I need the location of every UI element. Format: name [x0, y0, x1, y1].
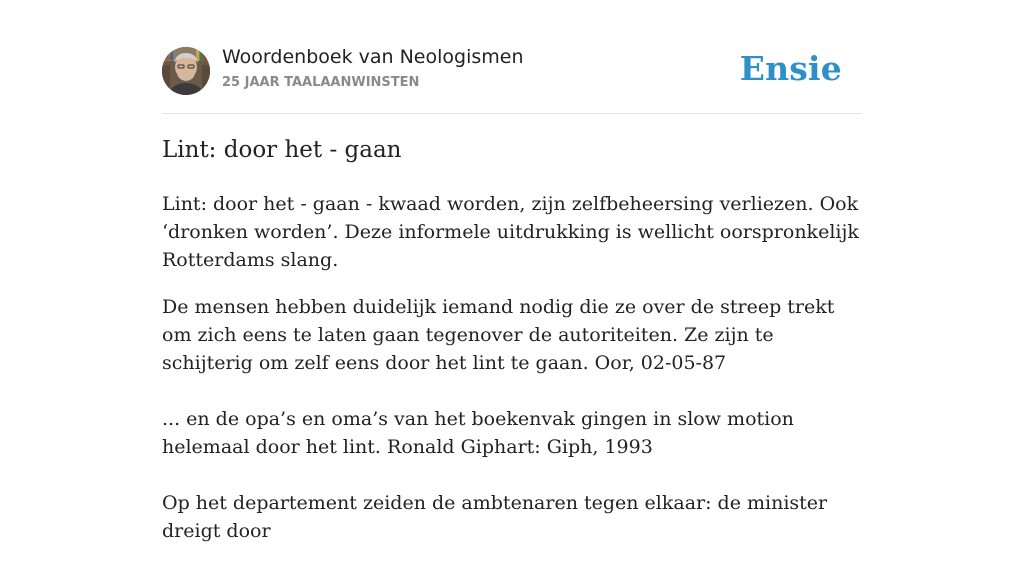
- article-title: Lint: door het - gaan: [162, 137, 402, 163]
- page: [162, 0, 862, 542]
- quote-item: ... en de opa’s en oma’s van het boekenvak gingen in slow motion helemaal door het lint. Ronald Giphart: Giph, 1993: [162, 408, 794, 458]
- site-subtitle: 25 JAAR TAALAANWINSTEN: [222, 75, 420, 90]
- site-title[interactable]: Woordenboek van Neologismen: [222, 46, 524, 68]
- quote-list: [162, 293, 862, 573]
- site-header: [162, 0, 862, 114]
- article-definition: Lint: door het - gaan - kwaad worden, zijn zelfbeheersing verliezen. Ook ‘dronken worden’. Deze informele uitdrukking is wellicht oorspronkelijk Rotterdams slang.: [162, 193, 859, 271]
- brand-logo[interactable]: Ensie: [739, 49, 842, 88]
- quote-item: De mensen hebben duidelijk iemand nodig die ze over de streep trekt om zich eens te laten gaan tegenover de autoriteiten. Ze zijn te schijterig om zelf eens door het lint te gaan. Oor, 02-05-87: [162, 296, 835, 374]
- portrait-photo-icon: [162, 47, 210, 95]
- quote-item: Op het departement zeiden de ambtenaren tegen elkaar: de minister dreigt door: [162, 492, 828, 542]
- avatar[interactable]: [162, 47, 210, 95]
